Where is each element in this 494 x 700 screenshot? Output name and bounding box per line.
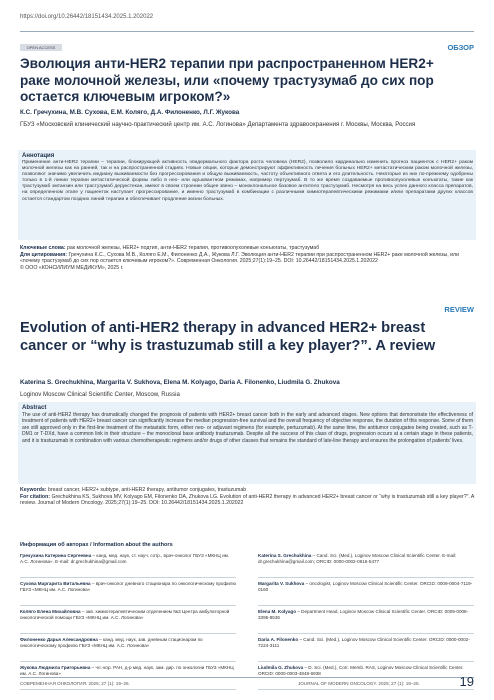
citation-en: Grechukhina KS, Sukhova MV, Kolyago EM, Filonenko DA, Zhukova LG. Evolution of anti-HER2 therapy in advanced HER2+ breast cancer or “why is trastuzumab still a key player?”. A review. Journal of Modern Oncology. 2025;27(1):19–25. DOI: 10.26442/18151434.2025.1.202022 (20, 493, 475, 507)
author-name: Katerina S. Grechukhina (258, 553, 312, 558)
author-details: – канд. мед. наук, зав. дневным стационаром по онкологическому профилю ГБУЗ «МКНЦ им. А.С. Логинова» (20, 637, 203, 648)
affiliation-en: Loginov Moscow Clinical Scientific Center, Moscow, Russia (20, 391, 180, 398)
author-name: Liudmila G. Zhukova (258, 665, 304, 670)
keywords-ru: рак молочной железы, HER2+ подтип, анти-HER2 терапия, противоопухолевые конъюгаты, трастузумаб (67, 245, 320, 251)
author-details: – Cand. Sci. (Med.), Loginov Moscow Clinical Scientific Center. ORCID: 0000-0002-7224-3111 (258, 637, 470, 648)
author-details: – врач-онколог дневного стационара по онкологическому профилю ГБУЗ «МКНЦ им. А.С. Логинова» (20, 581, 236, 592)
author-details: – зав. химиотерапевтическим отделением №3 Центра амбулаторной онкологической помощи ГБУЗ «МКНЦ им. А.С. Логинова» (20, 609, 230, 620)
author-name: Daria A. Filonenko (258, 637, 299, 642)
header-divider (20, 31, 474, 32)
author-info-item (20, 553, 236, 578)
open-access-badge: OPEN ACCESS (20, 44, 62, 51)
author-name: Филоненко Дарья Александровна (20, 637, 98, 642)
author-details: – Cand. Sci. (Med.), Loginov Moscow Clinical Scientific Center. E-mail: dr.grechukhina@gmail.com; ORCID: 0000-0002-0616-5477 (258, 553, 457, 564)
doi-link[interactable]: https://doi.org/10.26442/18151434.2025.1.202022 (20, 14, 154, 20)
author-details: – чл.-кор. РАН, д-р мед. наук, зам. дир. по онкологии ГБУЗ «МКНЦ им. А.С. Логинова» (20, 665, 234, 676)
author-name: Колягo Елена Михайловна (20, 609, 81, 614)
keywords-label-ru: Ключевые слова: (20, 245, 66, 251)
author-info-item (20, 581, 236, 606)
author-name: Margarita V. Sukhova (258, 581, 305, 586)
citation-label-ru: Для цитирования: (20, 251, 67, 258)
author-name: Сухова Маргарита Витальевна (20, 581, 91, 586)
author-info-ru-column (20, 553, 236, 693)
abstract-heading-en: Abstract (22, 405, 47, 411)
author-info-heading: Информация об авторах / Information about the authors (20, 542, 173, 548)
authors-en: Katerina S. Grechukhina, Margarita V. Sukhova, Elena M. Kolyago, Daria A. Filonenko, Liudmila G. Zhukova (20, 379, 340, 386)
author-info-en-column (258, 553, 474, 693)
author-details: – oncologist, Loginov Moscow Clinical Scientific Center. ORCID: 0009-0004-7119-0160 (258, 581, 473, 592)
copyright-ru: © ООО «КОНСИЛИУМ МЕДИКУМ», 2025 г. (20, 265, 124, 272)
section-label-en: REVIEW (444, 305, 474, 314)
authors-ru: К.С. Гречухина, М.В. Сухова, Е.М. Колягo, Д.А. Филоненко, Л.Г. Жукова (20, 109, 240, 116)
author-name: Жукова Людмила Григорьевна (20, 665, 91, 670)
affiliation-ru: ГБУЗ «Московский клинический научно-практический центр им. А.С. Логинова» Департамента здравоохранения г. Москвы, Москва, Россия (20, 121, 416, 128)
author-info-item (258, 637, 474, 662)
footer-journal-ru: СОВРЕМЕННАЯ ОНКОЛОГИЯ. 2025; 27 (1): 19–25. (20, 681, 130, 686)
author-info-item (20, 609, 236, 634)
author-details: – D. Sci. (Med.), Corr. Memb. RAS, Loginov Moscow Clinical Scientific Center. ORCID: 0000-0003-4848-6938 (258, 665, 464, 676)
author-info-item (258, 609, 474, 634)
abstract-text-en: The use of anti-HER2 therapy has dramatically changed the prognosis of patients with HER2+ breast cancer both in the early and advanced stages. New options that demonstrate the effectiveness of treatment of patients with HER2+ breast cancer can significantly increase the median progression-free survival and the overall frequency of objective response, the duration of this response. Some of them are still approved only in the first-line treatment of the metastatic form, either neo- or adjuvant regimens (for example, pertuzumab). At the same time, the antitumor conjugates being created, such as T-DM1 or T-DXd, have a common link in their structure – the monoclonal base antibody trastuzumab. Despite all the success of this class of drugs, progression occurs at a certain stage in these patients, and it is trastuzumab in combination with various chemotherapeutic regimens and/or drugs of other classes that remains the standard of late-line therapy and ensures the prolongation of patients' lives. (22, 412, 473, 444)
citation-label-en: For citation: (20, 493, 50, 500)
annotation-heading-ru: Аннотация (22, 153, 55, 159)
section-label-ru: ОБЗОР (447, 43, 474, 52)
author-info-item (258, 553, 474, 578)
keywords-block-en (20, 487, 475, 507)
author-name: Elena M. Kolyago (258, 609, 297, 614)
keywords-en: breast cancer, HER2+ subtype, anti-HER2 therapy, antitumor conjugates, trastuzumab (47, 487, 247, 493)
keywords-label-en: Keywords: (20, 487, 47, 493)
article-title-en: Evolution of anti-HER2 therapy in advanced HER2+ breast cancer or “why is trastuzumab still a key player?”. A review (20, 320, 436, 354)
footer-journal-en: JOURNAL OF MODERN ONCOLOGY. 2025; 27 (1): 19–25. (298, 681, 420, 686)
page-number: 19 (459, 674, 474, 689)
citation-ru: Гречухина К.С., Сухова М.В., Колягo Е.М., Филоненко Д.А., Жукова Л.Г. Эволюция анти-HER2 терапии при распространенном HER2+ раке молочной железы, или «почему трастузумаб до сих пор остается ключевым игроком?». Современная Онкология. 2025;27(1):19–25. DOI: 10.26442/18151434.2025.1.202022 (20, 251, 459, 265)
footer-divider (20, 677, 474, 678)
author-name: Гречухина Катерина Сергеевна (20, 553, 92, 558)
author-details: – канд. мед. наук, ст. науч. сотр., врач-онколог ГБУЗ «МКНЦ им. А.С. Логинова». E-mail: dr.grechukhina@gmail.com (20, 553, 230, 564)
author-info-item (20, 637, 236, 662)
author-details: – Department Head, Loginov Moscow Clinical Scientific Center. ORCID: 0009-0008-3395-8536 (258, 609, 469, 620)
author-info-item (258, 581, 474, 606)
keywords-block-ru (20, 245, 475, 272)
annotation-text-ru: Применение анти-HER2 терапии – терапии, блокирующей активность эпидермального фактора роста человека (HER2), позволило кардинально изменить прогноз пациенток с HER2+ раком молочной железы как на ранней, так и на распространенной стадиях. Новые опции, которые демонстрируют эффективность лечения больных HER2+ метастатическим раком молочной железы, позволяют значимо увеличить медиану выживаемости без прогрессирования и общую выживаемость, частоту объективного ответа и его длительность. Некоторые из них по-прежнему одобрены только в 1-й линии терапии метастатической формы либо в нео- или адъювантном режимах, например пертузумаб. В то же время создаваемые противоопухолевые конъюгаты, такие как трастузумаб эмтанзин или трастузумаб дерукстекан, имеют в своем строении общее звено – моноклональное базовое антитело трастузумаб. Несмотря на весь успех данного класса препаратов, на определенном этапе у пациенток наступает прогрессирование, и именно трастузумаб в комбинации с различными химиотерапевтическими режимами и/или препаратами других классов остается стандартом поздних линий терапии и обеспечивает продление жизни больных. (22, 160, 473, 202)
article-title-ru: Эволюция анти-HER2 терапии при распространенном HER2+ раке молочной железы, или «почему трастузумаб до сих пор остается ключевым игроком?» (20, 56, 434, 104)
